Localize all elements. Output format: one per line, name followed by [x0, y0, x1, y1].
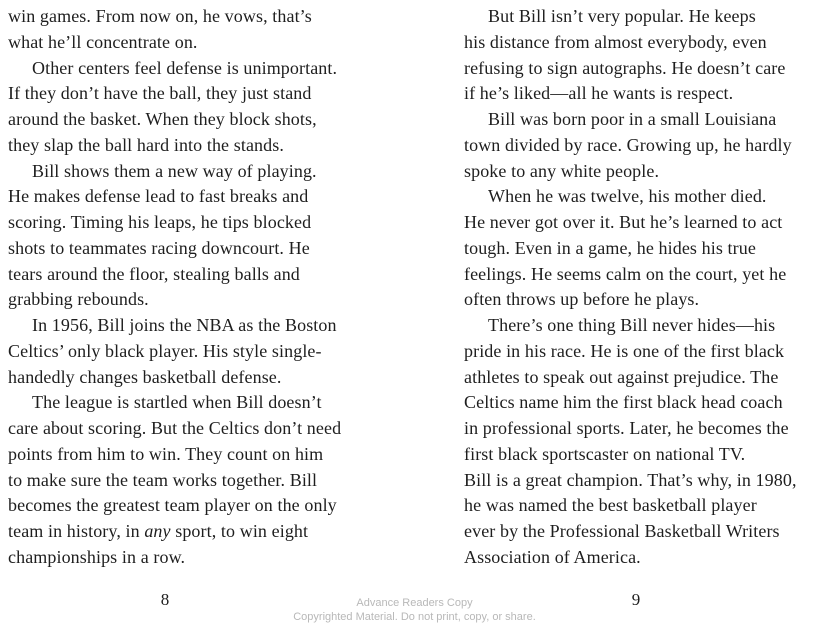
text-line: points from him to win. They count on him [8, 443, 324, 464]
text-line: In 1956, Bill joins the NBA as the Boston [32, 315, 337, 335]
text-line: his distance from almost everybody, even [464, 31, 767, 52]
text-line: handedly changes basketball defense. [8, 366, 282, 387]
text-line: what he’ll concentrate on. [8, 31, 198, 52]
text-line: tough. Even in a game, he hides his true [464, 237, 756, 258]
text-line [8, 519, 360, 545]
text-line: When he was twelve, his mother died. [488, 186, 767, 207]
text-line: There’s one thing Bill never hides—his [488, 315, 776, 335]
text-line: Bill was born poor in a small Louisiana [488, 109, 777, 129]
text-line: to make sure the team works together. Bill [8, 469, 318, 490]
page-9-text-column [464, 4, 816, 571]
text-line: he was named the best basketball player [464, 495, 757, 516]
page-8-text-column [8, 4, 360, 571]
text-line: athletes to speak out against prejudice. The [464, 366, 779, 387]
text-line: He makes defense lead to fast breaks and [8, 186, 309, 207]
text-line: The league is startled when Bill doesn’t [32, 392, 322, 413]
text-line: Bill is a great champion. That’s why, in 1980, [464, 469, 797, 490]
advance-copy-notice: Advance Readers Copy [356, 597, 473, 609]
text-line: spoke to any white people. [464, 160, 660, 181]
text-line: But Bill isn’t very popular. He keeps [488, 6, 756, 26]
text-line: win games. From now on, he vows, that’s [8, 6, 312, 26]
text-line: If they don’t have the ball, they just stand [8, 83, 312, 104]
text-line: He never got over it. But he’s learned to act [464, 212, 783, 232]
copyright-notice: Copyrighted Material. Do not print, copy, or share. [293, 611, 536, 623]
page-number-right: 9 [631, 590, 641, 609]
text-line: care about scoring. But the Celtics don’t need [8, 418, 342, 438]
text-line: becomes the greatest team player on the only [8, 495, 337, 516]
text-line: championships in a row. [8, 546, 186, 567]
text-line: in professional sports. Later, he becomes the [464, 418, 789, 438]
text-line: feelings. He seems calm on the court, yet he [464, 263, 787, 284]
page-number-left: 8 [160, 590, 170, 609]
text-line: around the basket. When they block shots, [8, 109, 317, 129]
text-line: Other centers feel defense is unimportant. [32, 57, 338, 78]
text-line: Celtics’ only black player. His style single- [8, 340, 322, 361]
text-line: town divided by race. Growing up, he hardly [464, 134, 792, 155]
text-line: Celtics name him the first black head coach [464, 392, 783, 413]
text-line: grabbing rebounds. [8, 289, 149, 310]
text-line: they slap the ball hard into the stands. [8, 134, 284, 155]
text-line: if he’s liked—all he wants is respect. [464, 83, 734, 104]
text-line: tears around the floor, stealing balls and [8, 263, 300, 284]
text-line: pride in his race. He is one of the first black [464, 340, 785, 361]
text-line: first black sportscaster on national TV. [464, 443, 746, 464]
italic-text: any [144, 521, 171, 541]
text-line: ever by the Professional Basketball Writers [464, 521, 780, 541]
text-line: shots to teammates racing downcourt. He [8, 237, 310, 258]
text-line: often throws up before he plays. [464, 289, 700, 310]
text-segment: team in history, in [8, 521, 145, 541]
text-line: refusing to sign autographs. He doesn’t care [464, 57, 786, 78]
text-segment: sport, to win eight [170, 521, 309, 541]
text-line: Association of America. [464, 546, 641, 567]
text-line: Bill shows them a new way of playing. [32, 160, 317, 181]
text-line: scoring. Timing his leaps, he tips blocked [8, 212, 312, 232]
